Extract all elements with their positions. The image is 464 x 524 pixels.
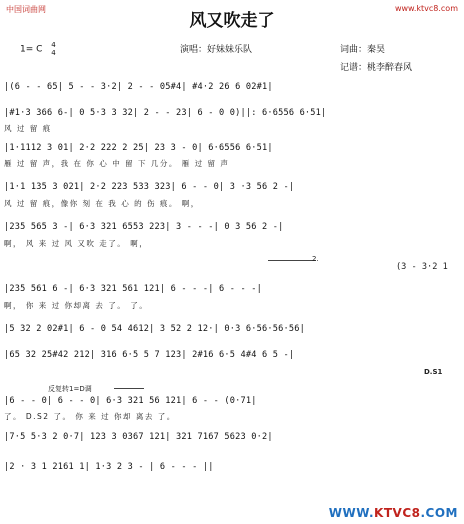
ending-2-label: 2. <box>312 255 319 263</box>
lyric-row-2: 风 过 留 痕 <box>4 124 52 133</box>
da-segno-1: D.S1 <box>424 368 443 376</box>
performer-name: 好妹妹乐队 <box>207 45 253 55</box>
transcriber-name: 桃李醉春风 <box>367 63 413 73</box>
bottom-wm-suffix: .COM <box>420 506 458 520</box>
score-row-11: |2 · 3 1 2161 1| 1·3 2 3 - | 6 - - - || <box>4 462 214 472</box>
performer-credit <box>180 42 252 55</box>
score-row-10: |7·5 5·3 2 0·7| 123 3 0367 121| 321 7167 5623 0·2| <box>4 432 273 442</box>
score-row-1: |(6 - - 65| 5 - - 3·2| 2 - - 05#4| #4·2 26 6 02#1| <box>4 82 273 92</box>
time-sig-top: 4 <box>51 41 56 49</box>
score-row-2: |#1·3 366 6-| 0 5·3 3 32| 2 - - 23| 6 - 0 0)||: 6·6556 6·51| <box>4 108 327 118</box>
score-row-3: |1·1112 3 01| 2·2 222 2 25| 23 3 - 0| 6·6556 6·51| <box>4 143 273 153</box>
transcriber-label: 记谱： <box>340 63 368 73</box>
key-signature <box>20 41 56 57</box>
repeat-modulation-note: 反复转1=D调 <box>48 385 92 393</box>
score-row-9: |6 - - 0| 6 - - 0| 6·3 321 56 121| 6 - - (0·71| <box>4 396 257 406</box>
score-row-6: |235 561 6 -| 6·3 321 561 121| 6 - - -| 6 - - -| <box>4 284 262 294</box>
bottom-wm-brand: KTVC8 <box>374 506 421 520</box>
lyric-row-6: 啊， 你 来 过 你却离 去 了。 了。 <box>4 301 149 310</box>
bottom-wm-prefix: WWW. <box>328 506 375 520</box>
site-watermark-top-left: 中国词曲网 <box>6 5 46 14</box>
ending-open-phrase: (3 - 3·2 1 <box>396 262 448 272</box>
lyric-row-3: 雁 过 留 声，我 在 你 心 中 留 下 几分。 雁 过 留 声 <box>4 159 230 168</box>
time-signature <box>51 41 55 57</box>
lyric-row-9: 了。 D.S2 了。 你 来 过 你却 离去 了。 <box>4 412 176 421</box>
composer-name: 秦昊 <box>367 45 386 55</box>
composer-credit <box>340 42 385 55</box>
composer-label: 词曲： <box>340 45 368 55</box>
lyric-row-4: 风 过 留 痕，像你 刻 在 我 心 的 伤 痕。 啊， <box>4 199 200 208</box>
lyric-row-1 <box>4 95 460 106</box>
score-row-8: |65 32 25#42 212| 316 6·5 5 7 123| 2#16 6·5 4#4 6 5 -| <box>4 350 295 360</box>
transcriber-credit <box>340 60 412 73</box>
ending-bracket-line <box>268 260 316 261</box>
site-watermark-top-right: www.ktvc8.com <box>394 4 458 13</box>
key-label: 1= C <box>20 44 43 55</box>
score-row-7: |5 32 2 02#1| 6 - 0 54 4612| 3 52 2 12·| 0·3 6·56·56·56| <box>4 324 305 334</box>
score-row-5: |235 565 3 -| 6·3 321 6553 223| 3 - - -| 0 3 56 2 -| <box>4 222 284 232</box>
site-watermark-bottom <box>329 506 458 520</box>
lyric-row-5: 啊， 风 来 过 风 又吹 走了。 啊， <box>4 239 149 248</box>
repeat-bracket-line <box>114 388 144 389</box>
time-sig-bottom: 4 <box>51 49 56 57</box>
performer-label: 演唱： <box>180 45 208 55</box>
score-row-4: |1·1 135 3 021| 2·2 223 533 323| 6 - - 0| 3 ·3 56 2 -| <box>4 182 295 192</box>
song-title: 风又吹走了 <box>189 11 275 31</box>
